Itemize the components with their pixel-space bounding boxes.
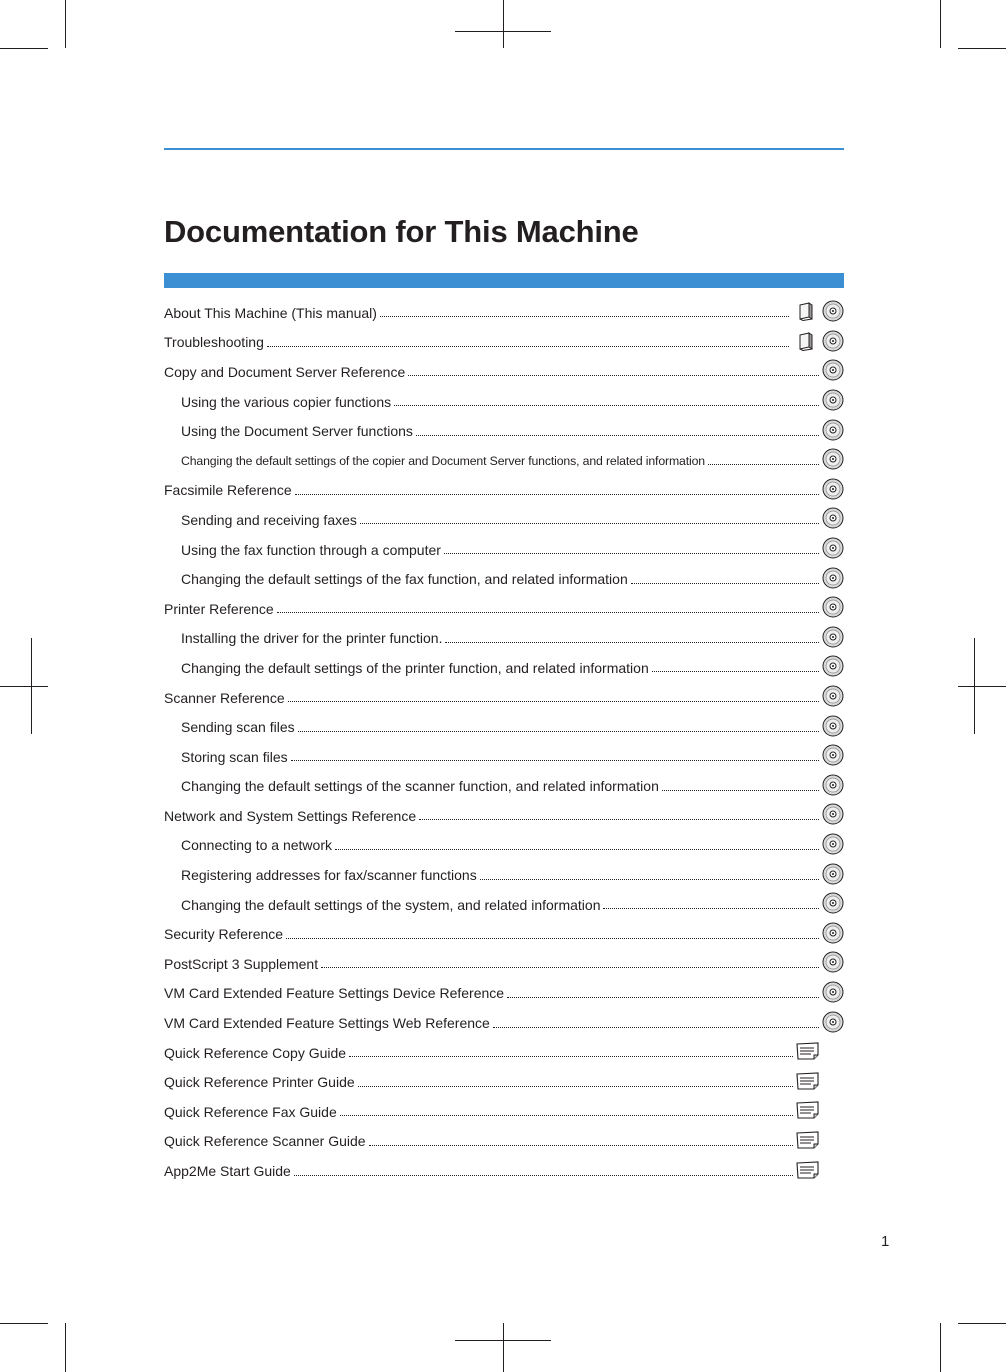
quick-reference-sheet-icon	[796, 1042, 820, 1063]
cd-rom-icon	[822, 359, 844, 384]
cd-rom-icon	[822, 330, 844, 355]
dot-leader	[358, 1086, 793, 1087]
toc-subentry[interactable]	[164, 535, 850, 565]
format-icons	[796, 1161, 824, 1182]
crop-mark	[974, 638, 975, 734]
format-icons	[792, 330, 844, 355]
dot-leader	[288, 701, 819, 702]
toc-entry-label: Using the Document Server functions	[181, 423, 413, 440]
toc-entry-label: Storing scan files	[181, 748, 288, 765]
toc-entry-label: Changing the default settings of the copier and Document Server functions, and related information	[181, 453, 705, 468]
crop-mark	[0, 1323, 48, 1324]
dot-leader	[480, 879, 819, 880]
cd-rom-icon	[822, 448, 844, 473]
toc-subentry[interactable]	[164, 387, 850, 417]
toc-entry[interactable]	[164, 1038, 850, 1068]
cd-rom-icon	[822, 922, 844, 947]
cd-rom-icon	[822, 774, 844, 799]
toc-entry-label: VM Card Extended Feature Settings Web Reference	[164, 1015, 490, 1032]
cd-rom-icon	[822, 803, 844, 828]
format-icons	[822, 419, 844, 444]
cd-rom-icon	[822, 626, 844, 651]
format-icons	[822, 774, 844, 799]
cd-rom-icon	[822, 478, 844, 503]
crop-mark	[503, 0, 504, 48]
page-number: 1	[881, 1233, 890, 1250]
toc-entry-label: Registering addresses for fax/scanner functions	[181, 867, 477, 884]
crop-mark	[65, 0, 66, 48]
cd-rom-icon	[822, 744, 844, 769]
format-icons	[822, 922, 844, 947]
toc-entry-label: Installing the driver for the printer function.	[181, 630, 443, 647]
toc-entry-label: Changing the default settings of the scanner function, and related information	[181, 778, 659, 795]
dot-leader	[286, 938, 819, 939]
toc-entry-label: Security Reference	[164, 926, 284, 943]
format-icons	[822, 537, 844, 562]
toc-entry-label: Quick Reference Copy Guide	[164, 1044, 347, 1061]
toc-entry-label: Printer Reference	[164, 600, 274, 617]
cd-rom-icon	[822, 300, 844, 325]
toc-subentry[interactable]	[164, 505, 850, 535]
format-icons	[822, 863, 844, 888]
format-icons	[796, 1072, 824, 1093]
crop-mark	[503, 1323, 504, 1372]
toc-entry[interactable]	[164, 1127, 850, 1157]
toc-entry[interactable]	[164, 1008, 850, 1038]
dot-leader	[380, 316, 789, 317]
dot-leader	[416, 435, 819, 436]
dot-leader	[321, 967, 819, 968]
toc-entry-label: Using the fax function through a computer	[181, 541, 441, 558]
format-icons	[822, 981, 844, 1006]
toc-entry[interactable]	[164, 1067, 850, 1097]
cd-rom-icon	[822, 892, 844, 917]
toc-entry-label: Sending and receiving faxes	[181, 511, 357, 528]
cd-rom-icon	[822, 863, 844, 888]
format-icons	[822, 892, 844, 917]
format-icons	[822, 596, 844, 621]
cd-rom-icon	[822, 833, 844, 858]
book-icon	[796, 301, 816, 324]
format-icons	[822, 685, 844, 710]
crop-mark	[958, 1323, 1006, 1324]
dot-leader	[507, 997, 819, 998]
toc-entry[interactable]	[164, 476, 850, 506]
dot-leader	[291, 760, 819, 761]
dot-leader	[394, 405, 819, 406]
crop-mark	[940, 0, 941, 48]
toc-entry[interactable]	[164, 949, 850, 979]
format-icons	[796, 1101, 824, 1122]
toc-entry-label: VM Card Extended Feature Settings Device Reference	[164, 985, 505, 1002]
toc-entry-label: Quick Reference Fax Guide	[164, 1103, 337, 1120]
toc-entry[interactable]	[164, 357, 850, 387]
toc-entry[interactable]	[164, 683, 850, 713]
quick-reference-sheet-icon	[796, 1101, 820, 1122]
format-icons	[796, 1042, 824, 1063]
format-icons	[822, 626, 844, 651]
format-icons	[822, 359, 844, 384]
toc-entry[interactable]	[164, 594, 850, 624]
toc-entry-label: Changing the default settings of the system, and related information	[181, 896, 601, 913]
cd-rom-icon	[822, 715, 844, 740]
quick-reference-sheet-icon	[796, 1072, 820, 1093]
toc-entry[interactable]	[164, 298, 850, 328]
book-icon	[796, 331, 816, 354]
toc-subentry[interactable]	[164, 624, 850, 654]
toc-entry-label: Network and System Settings Reference	[164, 807, 417, 824]
toc-subentry[interactable]	[164, 890, 850, 920]
format-icons	[822, 507, 844, 532]
dot-leader	[419, 819, 819, 820]
crop-mark	[0, 48, 48, 49]
toc-entry[interactable]	[164, 919, 850, 949]
toc-entry[interactable]	[164, 979, 850, 1009]
toc-entry-label: App2Me Start Guide	[164, 1163, 291, 1180]
cd-rom-icon	[822, 567, 844, 592]
dot-leader	[267, 346, 789, 347]
toc-subentry[interactable]	[164, 416, 850, 446]
dot-leader	[277, 612, 819, 613]
format-icons	[822, 803, 844, 828]
cd-rom-icon	[822, 507, 844, 532]
dot-leader	[662, 790, 819, 791]
toc-entry-label: Using the various copier functions	[181, 393, 392, 410]
toc-entry-label: Quick Reference Scanner Guide	[164, 1133, 366, 1150]
toc-entry[interactable]	[164, 1156, 850, 1186]
toc-entry-label: Sending scan files	[181, 719, 295, 736]
toc-subentry[interactable]	[164, 831, 850, 861]
toc-entry-label: Connecting to a network	[181, 837, 332, 854]
dot-leader	[708, 464, 819, 465]
dot-leader	[445, 642, 819, 643]
crop-mark	[31, 638, 32, 734]
toc-subentry[interactable]	[164, 712, 850, 742]
crop-mark	[958, 686, 1006, 687]
dot-leader	[349, 1056, 793, 1057]
toc-entry-label: Changing the default settings of the printer function, and related information	[181, 659, 649, 676]
format-icons	[822, 833, 844, 858]
toc-subentry[interactable]	[164, 860, 850, 890]
format-icons	[822, 478, 844, 503]
crop-mark	[65, 1323, 66, 1372]
quick-reference-sheet-icon	[796, 1161, 820, 1182]
dot-leader	[603, 908, 819, 909]
toc-entry-label: Copy and Document Server Reference	[164, 363, 406, 380]
dot-leader	[340, 1115, 793, 1116]
format-icons	[822, 567, 844, 592]
dot-leader	[294, 1175, 793, 1176]
toc-entry-label: Changing the default settings of the fax function, and related information	[181, 571, 628, 588]
toc-entry[interactable]	[164, 328, 850, 358]
dot-leader	[335, 849, 819, 850]
documentation-list	[164, 298, 850, 1186]
header-rule	[164, 148, 844, 150]
toc-entry-label: About This Machine (This manual)	[164, 304, 377, 321]
crop-mark	[958, 48, 1006, 49]
format-icons	[822, 655, 844, 680]
dot-leader	[493, 1027, 819, 1028]
toc-entry-label: Facsimile Reference	[164, 482, 292, 499]
dot-leader	[631, 583, 819, 584]
cd-rom-icon	[822, 389, 844, 414]
dot-leader	[444, 553, 819, 554]
cd-rom-icon	[822, 1011, 844, 1036]
format-icons	[792, 300, 844, 325]
crop-mark	[0, 686, 48, 687]
toc-subentry[interactable]	[164, 446, 850, 476]
format-icons	[822, 715, 844, 740]
format-icons	[822, 1011, 844, 1036]
cd-rom-icon	[822, 951, 844, 976]
toc-entry[interactable]	[164, 1097, 850, 1127]
dot-leader	[408, 375, 819, 376]
dot-leader	[369, 1145, 793, 1146]
toc-subentry[interactable]	[164, 772, 850, 802]
cd-rom-icon	[822, 655, 844, 680]
dot-leader	[298, 731, 819, 732]
title-band	[164, 273, 844, 288]
toc-entry-label: Scanner Reference	[164, 689, 285, 706]
format-icons	[822, 389, 844, 414]
dot-leader	[652, 671, 819, 672]
crop-mark	[940, 1323, 941, 1372]
format-icons	[796, 1131, 824, 1152]
page-title: Documentation for This Machine	[164, 214, 639, 249]
format-icons	[822, 744, 844, 769]
toc-entry-label: Quick Reference Printer Guide	[164, 1074, 355, 1091]
toc-entry[interactable]	[164, 801, 850, 831]
cd-rom-icon	[822, 981, 844, 1006]
cd-rom-icon	[822, 537, 844, 562]
cd-rom-icon	[822, 685, 844, 710]
cd-rom-icon	[822, 419, 844, 444]
dot-leader	[360, 523, 819, 524]
dot-leader	[295, 494, 819, 495]
toc-subentry[interactable]	[164, 742, 850, 772]
toc-subentry[interactable]	[164, 653, 850, 683]
toc-entry-label: PostScript 3 Supplement	[164, 955, 319, 972]
quick-reference-sheet-icon	[796, 1131, 820, 1152]
cd-rom-icon	[822, 596, 844, 621]
format-icons	[822, 448, 844, 473]
toc-entry-label: Troubleshooting	[164, 334, 264, 351]
toc-subentry[interactable]	[164, 564, 850, 594]
format-icons	[822, 951, 844, 976]
